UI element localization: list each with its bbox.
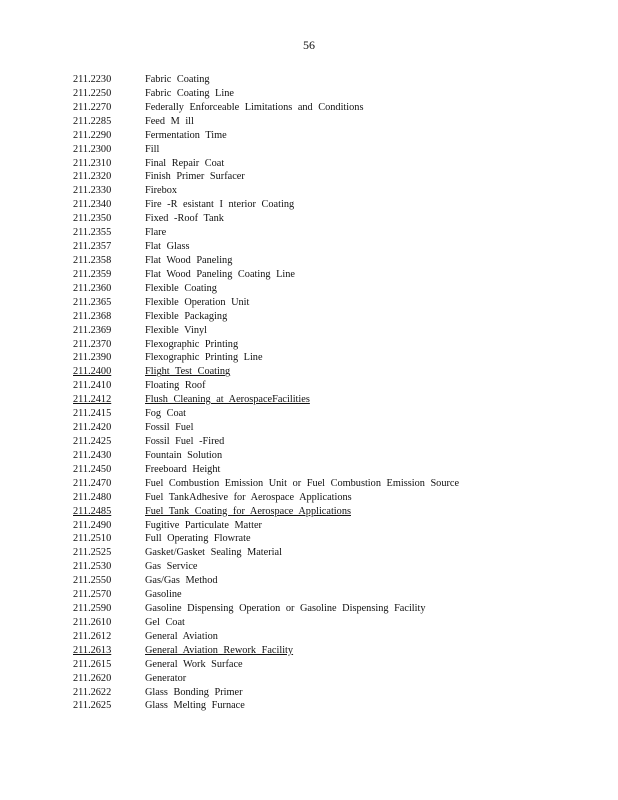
list-item — [73, 532, 553, 546]
defined-term: Firebox — [145, 185, 178, 197]
defined-term: General Aviation Rework Facility — [145, 644, 294, 656]
defined-term: Fabric Coating Line — [145, 87, 234, 99]
section-number: 211.2360 — [73, 282, 112, 294]
list-item — [73, 115, 553, 129]
list-item — [73, 87, 553, 101]
section-number: 211.2230 — [73, 74, 112, 85]
list-item — [73, 365, 553, 379]
section-number: 211.2310 — [73, 157, 112, 169]
defined-term: Flush Cleaning at AerospaceFacilities — [145, 394, 310, 406]
section-number: 211.2420 — [73, 422, 112, 434]
list-item — [73, 421, 553, 435]
defined-term: Flat Wood Paneling — [145, 254, 233, 266]
list-item — [73, 198, 553, 212]
section-number: 211.2250 — [73, 87, 112, 99]
list-item — [73, 282, 553, 296]
section-number: 211.2525 — [73, 547, 112, 559]
section-number: 211.2613 — [73, 644, 112, 656]
section-number: 211.2290 — [73, 129, 112, 141]
section-number: 211.2390 — [73, 352, 112, 364]
section-number: 211.2350 — [73, 213, 112, 225]
defined-term: Flexographic Printing Line — [145, 352, 263, 364]
list-item — [73, 616, 553, 630]
list-item — [73, 630, 553, 644]
defined-term: Gasket/Gasket Sealing Material — [145, 547, 282, 559]
section-number: 211.2590 — [73, 603, 112, 615]
section-number: 211.2415 — [73, 408, 112, 420]
section-number: 211.2425 — [73, 435, 112, 447]
section-number: 211.2359 — [73, 268, 112, 280]
list-item — [73, 560, 553, 574]
defined-term: Fixed -Roof Tank — [145, 213, 224, 225]
section-number: 211.2620 — [73, 672, 112, 684]
definitions-list — [73, 73, 553, 713]
defined-term: Gas/Gas Method — [145, 575, 218, 587]
section-number: 211.2612 — [73, 630, 112, 642]
list-item — [73, 505, 553, 519]
list-item — [73, 463, 553, 477]
section-number: 211.2368 — [73, 310, 112, 322]
defined-term: Floating Roof — [145, 380, 206, 392]
list-item — [73, 73, 553, 87]
defined-term: Gel Coat — [145, 616, 185, 628]
list-item — [73, 184, 553, 198]
list-item — [73, 477, 553, 491]
defined-term: Freeboard Height — [145, 463, 221, 475]
defined-term: Flexible Packaging — [145, 310, 228, 322]
defined-term: Fill — [145, 143, 160, 155]
section-number: 211.2490 — [73, 519, 112, 531]
list-item — [73, 240, 553, 254]
list-item — [73, 519, 553, 533]
section-number: 211.2370 — [73, 338, 112, 350]
defined-term: Glass Bonding Primer — [145, 686, 243, 698]
list-item — [73, 699, 553, 713]
section-number: 211.2510 — [73, 533, 112, 545]
section-number: 211.2410 — [73, 380, 112, 392]
defined-term: Finish Primer Surfacer — [145, 171, 245, 183]
section-number: 211.2485 — [73, 505, 112, 517]
section-number: 211.2530 — [73, 561, 112, 573]
list-item — [73, 310, 553, 324]
section-number: 211.2430 — [73, 449, 112, 461]
defined-term: Fountain Solution — [145, 449, 223, 461]
section-number: 211.2270 — [73, 101, 112, 113]
defined-term: Final Repair Coat — [145, 157, 225, 169]
page-number: 56 — [303, 38, 315, 52]
defined-term: Generator — [145, 672, 187, 684]
defined-term: Gasoline Dispensing Operation or Gasoline Dispensing Facility — [145, 603, 426, 615]
list-item — [73, 546, 553, 560]
defined-term: Fugitive Particulate Matter — [145, 519, 262, 531]
section-number: 211.2369 — [73, 324, 112, 336]
list-item — [73, 101, 553, 115]
list-item — [73, 686, 553, 700]
list-item — [73, 672, 553, 686]
section-number: 211.2285 — [73, 115, 112, 127]
defined-term: Gas Service — [145, 561, 198, 573]
section-number: 211.2610 — [73, 616, 112, 628]
list-item — [73, 574, 553, 588]
defined-term: Flexographic Printing — [145, 338, 239, 350]
list-item — [73, 143, 553, 157]
section-number: 211.2480 — [73, 491, 112, 503]
defined-term: Glass Melting Furnace — [145, 700, 245, 712]
list-item — [73, 254, 553, 268]
section-number: 211.2615 — [73, 658, 112, 670]
defined-term: General Work Surface — [145, 658, 243, 670]
defined-term: Full Operating Flowrate — [145, 533, 251, 545]
defined-term: General Aviation — [145, 630, 218, 642]
defined-term: Fire -R esistant I nterior Coating — [145, 199, 295, 211]
defined-term: Federally Enforceable Limitations and Conditions — [145, 101, 364, 113]
defined-term: Feed M ill — [145, 115, 194, 127]
list-item — [73, 170, 553, 184]
section-number: 211.2412 — [73, 394, 112, 406]
defined-term: Flat Wood Paneling Coating Line — [145, 268, 295, 280]
list-item — [73, 393, 553, 407]
list-item — [73, 212, 553, 226]
defined-term: Flexible Operation Unit — [145, 296, 250, 308]
defined-term: Fabric Coating — [145, 74, 210, 85]
section-number: 211.2550 — [73, 575, 112, 587]
defined-term: Fossil Fuel — [145, 422, 194, 434]
section-number: 211.2400 — [73, 366, 112, 378]
defined-term: Flare — [145, 227, 167, 239]
defined-term: Fog Coat — [145, 408, 187, 420]
section-number: 211.2570 — [73, 589, 112, 601]
list-item — [73, 407, 553, 421]
list-item — [73, 658, 553, 672]
list-item — [73, 129, 553, 143]
list-item — [73, 351, 553, 365]
defined-term: Flight Test Coating — [145, 366, 231, 378]
defined-term: Fuel TankAdhesive for Aerospace Applications — [145, 491, 352, 503]
defined-term: Fermentation Time — [145, 129, 227, 141]
section-number: 211.2625 — [73, 700, 112, 712]
section-number: 211.2470 — [73, 477, 112, 489]
section-number: 211.2320 — [73, 171, 112, 183]
list-item — [73, 157, 553, 171]
list-item — [73, 324, 553, 338]
section-number: 211.2622 — [73, 686, 112, 698]
section-number: 211.2358 — [73, 254, 112, 266]
section-number: 211.2355 — [73, 227, 112, 239]
section-number: 211.2330 — [73, 185, 112, 197]
list-item — [73, 491, 553, 505]
section-number: 211.2450 — [73, 463, 112, 475]
section-number: 211.2365 — [73, 296, 112, 308]
section-number: 211.2300 — [73, 143, 112, 155]
section-number: 211.2340 — [73, 199, 112, 211]
defined-term: Flexible Vinyl — [145, 324, 207, 336]
list-item — [73, 588, 553, 602]
defined-term: Flat Glass — [145, 241, 190, 253]
list-item — [73, 268, 553, 282]
list-item — [73, 435, 553, 449]
list-item — [73, 226, 553, 240]
defined-term: Fuel Tank Coating for Aerospace Applications — [145, 505, 351, 517]
list-item — [73, 449, 553, 463]
list-item — [73, 338, 553, 352]
section-number: 211.2357 — [73, 241, 112, 253]
list-item — [73, 379, 553, 393]
defined-term: Flexible Coating — [145, 282, 217, 294]
list-item — [73, 644, 553, 658]
defined-term: Fossil Fuel -Fired — [145, 435, 225, 447]
defined-term: Fuel Combustion Emission Unit or Fuel Combustion Emission Source — [145, 477, 460, 489]
defined-term: Gasoline — [145, 589, 182, 601]
list-item — [73, 602, 553, 616]
list-item — [73, 296, 553, 310]
